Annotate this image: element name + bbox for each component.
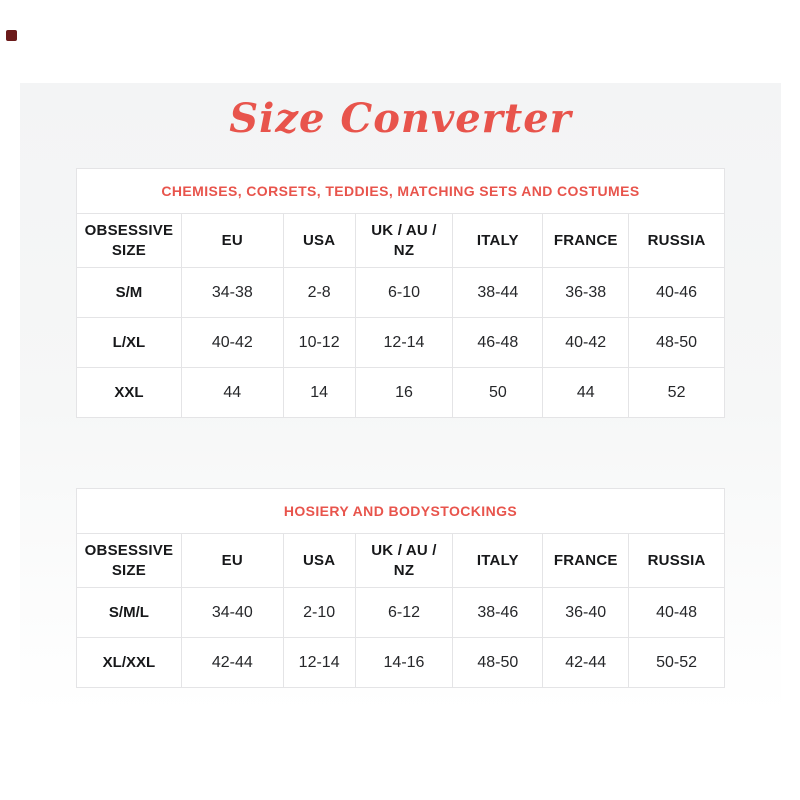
- size-cell: 50-52: [629, 638, 725, 688]
- table-title: HOSIERY AND BODYSTOCKINGS: [77, 489, 725, 534]
- size-table-chemises: [76, 168, 725, 418]
- column-header: UK / AU / NZ: [355, 534, 453, 588]
- size-cell: 42-44: [543, 638, 629, 688]
- size-cell: 38-44: [453, 268, 543, 318]
- size-cell: 36-38: [543, 268, 629, 318]
- size-cell: 16: [355, 368, 453, 418]
- column-header: USA: [283, 534, 355, 588]
- table-row: [77, 638, 725, 688]
- column-header: FRANCE: [543, 214, 629, 268]
- table-title: CHEMISES, CORSETS, TEDDIES, MATCHING SETS AND COSTUMES: [77, 169, 725, 214]
- size-cell: 2-8: [283, 268, 355, 318]
- size-cell: 14-16: [355, 638, 453, 688]
- column-header: RUSSIA: [629, 214, 725, 268]
- row-label: L/XL: [77, 318, 182, 368]
- size-cell: 6-12: [355, 588, 453, 638]
- size-cell: 50: [453, 368, 543, 418]
- page-title: Size Converter: [229, 95, 572, 142]
- size-cell: 44: [181, 368, 283, 418]
- size-cell: 12-14: [283, 638, 355, 688]
- column-header: UK / AU / NZ: [355, 214, 453, 268]
- size-cell: 46-48: [453, 318, 543, 368]
- table-row: [77, 268, 725, 318]
- column-header: ITALY: [453, 534, 543, 588]
- size-converter-panel: [20, 83, 781, 800]
- size-cell: 14: [283, 368, 355, 418]
- row-label: S/M/L: [77, 588, 182, 638]
- size-cell: 52: [629, 368, 725, 418]
- table-row: [77, 588, 725, 638]
- size-cell: 42-44: [181, 638, 283, 688]
- column-header: OBSESSIVE SIZE: [77, 534, 182, 588]
- site-logo-badge: [6, 30, 17, 41]
- column-header: USA: [283, 214, 355, 268]
- size-cell: 40-46: [629, 268, 725, 318]
- column-header: OBSESSIVE SIZE: [77, 214, 182, 268]
- column-header: EU: [181, 534, 283, 588]
- size-cell: 6-10: [355, 268, 453, 318]
- size-cell: 40-42: [543, 318, 629, 368]
- column-header: FRANCE: [543, 534, 629, 588]
- column-header: RUSSIA: [629, 534, 725, 588]
- row-label: XL/XXL: [77, 638, 182, 688]
- size-cell: 12-14: [355, 318, 453, 368]
- size-cell: 40-48: [629, 588, 725, 638]
- table-row: [77, 368, 725, 418]
- size-cell: 44: [543, 368, 629, 418]
- size-table-hosiery: [76, 488, 725, 688]
- size-cell: 40-42: [181, 318, 283, 368]
- size-cell: 34-40: [181, 588, 283, 638]
- size-cell: 36-40: [543, 588, 629, 638]
- size-cell: 2-10: [283, 588, 355, 638]
- size-cell: 48-50: [629, 318, 725, 368]
- size-cell: 38-46: [453, 588, 543, 638]
- size-cell: 10-12: [283, 318, 355, 368]
- size-cell: 34-38: [181, 268, 283, 318]
- column-header: ITALY: [453, 214, 543, 268]
- size-cell: 48-50: [453, 638, 543, 688]
- column-header: EU: [181, 214, 283, 268]
- row-label: XXL: [77, 368, 182, 418]
- row-label: S/M: [77, 268, 182, 318]
- table-row: [77, 318, 725, 368]
